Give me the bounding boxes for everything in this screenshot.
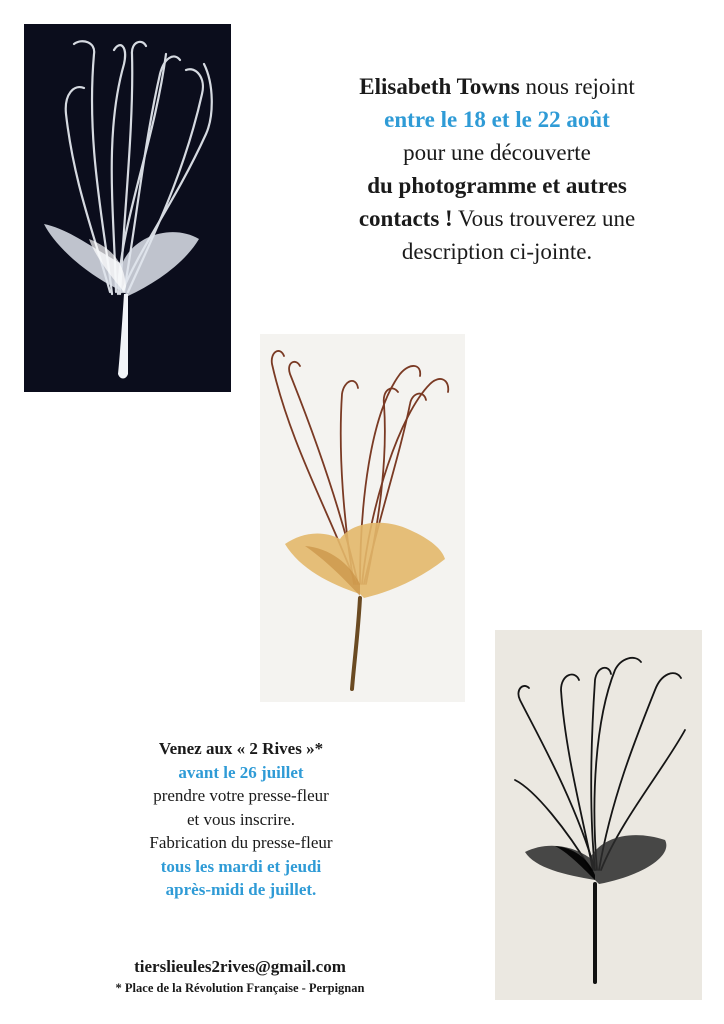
contact-email[interactable]: tierslieules2rives@gmail.com [134,957,346,976]
artist-name: Elisabeth Towns [359,74,520,99]
joins-text: nous rejoint [519,74,635,99]
flower-photogram-black [495,630,702,1000]
info-line-5: Fabrication du presse-fleur [149,833,333,852]
pressed-flower-image [260,334,465,702]
event-announcement [312,70,682,268]
photogram-negative-image [24,24,231,392]
venue-address: * Place de la Révolution Française - Perpignan [115,981,365,995]
announcement-line-4: du photogramme et autres [367,173,627,198]
venue-line: Venez aux « 2 Rives »* [158,739,324,758]
announcement-line-6: description ci-jointe. [401,239,593,264]
registration-info [76,737,406,902]
deadline-line: avant le 26 juillet [178,762,304,782]
info-line-3: prendre votre presse-fleur [153,786,329,805]
announcement-line-5 [312,202,682,235]
photogram-positive-image [495,630,702,1000]
event-dates: entre le 18 et le 22 août [384,107,610,132]
flower-photogram-white [24,24,231,392]
schedule-line-2: après-midi de juillet. [165,880,317,899]
info-line-4: et vous inscrire. [186,809,296,829]
find-text: Vous trouverez une [452,206,636,231]
announcement-line-3: pour une découverte [403,140,591,165]
dried-flower-drawing [260,334,465,702]
contacts-text: contacts ! [358,206,453,231]
schedule-line-1: tous les mardi et jeudi [160,856,322,876]
announcement-line-1 [312,70,682,103]
